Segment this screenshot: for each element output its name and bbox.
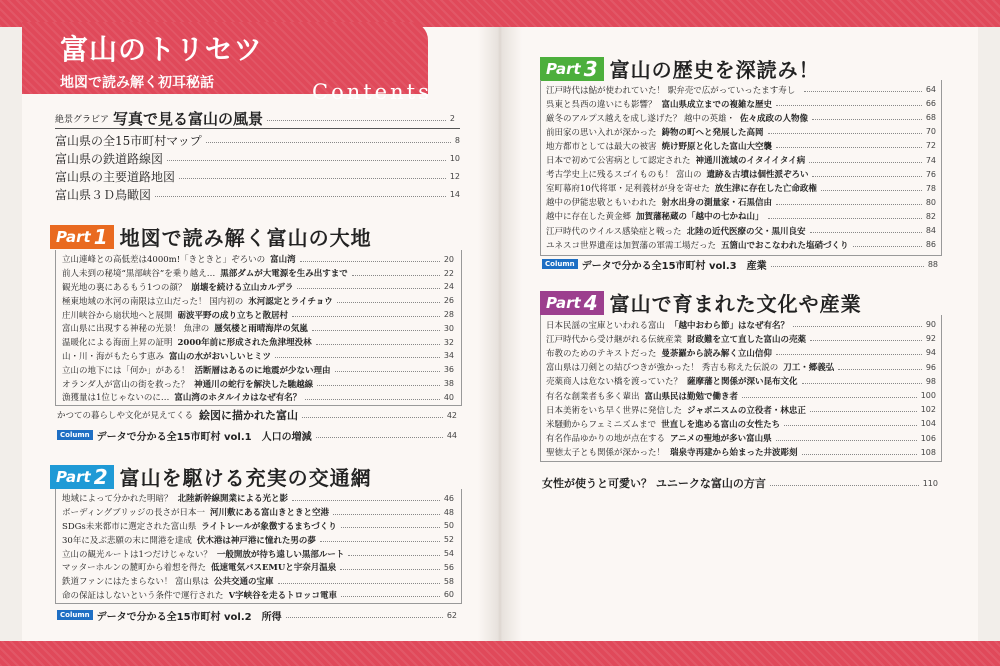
toc-title: 伏木港は神戸港に憧れた男の夢: [196, 535, 316, 546]
toc-title: 富山県３Ｄ鳥瞰図: [55, 188, 152, 202]
page-number: 92: [925, 334, 936, 344]
leader-dots: [278, 583, 440, 584]
toc-row[interactable]: [55, 150, 460, 167]
part-1-column-row[interactable]: Column データで分かる全15市町村 vol.1 人口の増減 44: [57, 428, 457, 442]
toc-title: 低速電気バスEMUと宇奈月温泉: [210, 563, 337, 574]
leader-dots: [316, 344, 440, 345]
toc-row[interactable]: [546, 182, 936, 195]
toc-lead: 聖徳太子とも関係が深かった！: [546, 448, 666, 459]
toc-lead: 前人未到の秘境“黒部峡谷”を乗り越え…: [62, 269, 216, 280]
column-badge: Column: [57, 430, 93, 440]
toc-row[interactable]: [62, 520, 454, 533]
toc-row[interactable]: [62, 350, 454, 363]
gravure-label: 絶景グラビア: [55, 114, 110, 125]
toc-lead: 温暖化による海面上昇の証明: [62, 338, 173, 349]
toc-title: 活断層はあるのに地震が少ない理由: [194, 365, 331, 376]
toc-title: 北陸新幹線開業による光と影: [177, 494, 289, 505]
toc-title: ジャポニスムの立役者・林忠正: [687, 405, 806, 416]
toc-lead: 室町幕府10代将軍・足利義材が身を寄せた: [546, 184, 710, 195]
toc-title: 河川敷にある富山きときと空港: [209, 508, 329, 519]
page-number: 28: [443, 310, 454, 320]
toc-row[interactable]: [55, 186, 460, 203]
page-number: 40: [443, 392, 454, 402]
toc-row[interactable]: [546, 154, 936, 167]
page-number: 108: [920, 447, 936, 457]
part-1-title: 地図で読み解く富山の大地: [119, 226, 372, 250]
page-number: 46: [443, 493, 454, 503]
leader-dots: [333, 514, 440, 515]
toc-row[interactable]: [62, 391, 454, 404]
toc-title: 氷河認定とライチョウ: [248, 296, 333, 307]
page-number: 58: [443, 576, 454, 586]
leader-dots: [810, 340, 922, 341]
toc-row[interactable]: [62, 547, 454, 560]
toc-lead: 日本民謡の宝庫といわれる富山: [546, 320, 666, 331]
toc-title: 神通川の蛇行を解決した馳越線: [194, 379, 314, 390]
toc-lead: 立山の地下には「何か」がある！: [62, 365, 190, 376]
toc-row[interactable]: [62, 308, 454, 321]
toc-row[interactable]: [55, 132, 460, 149]
toc-title: V字峡谷を走るトロッコ電車: [228, 590, 337, 601]
page-number: 56: [443, 562, 454, 572]
toc-title: 遺跡＆古墳は個性派ぞろい: [706, 170, 809, 181]
page-number: 80: [925, 197, 936, 207]
toc-row[interactable]: [546, 125, 936, 138]
toc-row[interactable]: [546, 318, 936, 331]
toc-row[interactable]: [546, 210, 936, 223]
toc-lead: 観光地の裏にあるもう1つの顔？: [62, 282, 187, 293]
toc-title: 鋳物の町へと発展した高岡: [661, 127, 764, 138]
toc-row[interactable]: [62, 253, 454, 266]
toc-title: 富山湾のホタルイカはなぜ有名？: [174, 393, 302, 404]
toc-lead: 日本で初めて公害病として認定された: [546, 156, 691, 167]
toc-row[interactable]: [546, 361, 936, 374]
toc-lead: 江戸時代は鮎が使われていた！ 駅弁売で広がっていったます寿し: [546, 85, 796, 96]
page-number: 52: [443, 535, 454, 545]
toc-lead: 富山県に出現する神秘の光景！ 魚津の: [62, 324, 210, 335]
page-number: 12: [449, 172, 460, 181]
leader-dots: [341, 596, 440, 597]
toc-row[interactable]: [546, 168, 936, 181]
leader-dots: [317, 385, 440, 386]
page-number: 96: [925, 362, 936, 372]
page-number: 70: [925, 127, 936, 137]
toc-title: 曼荼羅から読み解く立山信仰: [661, 348, 772, 359]
gravure-row[interactable]: [55, 108, 455, 128]
leader-dots: [340, 569, 440, 570]
leader-dots: [352, 275, 440, 276]
leader-dots: [776, 440, 917, 441]
page-number: 94: [925, 348, 936, 358]
toc-row[interactable]: [62, 294, 454, 307]
leader-dots: [312, 330, 440, 331]
toc-lead: 江戸時代から受け継がれる伝統産業: [546, 334, 683, 345]
toc-row[interactable]: [546, 97, 936, 110]
toc-title: 放生津に存在した亡命政権: [714, 184, 817, 195]
toc-row[interactable]: [546, 446, 936, 459]
toc-lead: オランダ人が富山の街を救った？: [62, 379, 190, 390]
toc-title: 射水出身の測量家・石黒信由: [661, 198, 773, 209]
page-number: 26: [443, 296, 454, 306]
part-1-heading: [50, 222, 372, 251]
toc-lead: 地域によって分かれた明暗？: [62, 494, 173, 505]
page-number: 64: [925, 85, 936, 95]
leader-dots: [206, 142, 451, 143]
toc-row[interactable]: [62, 281, 454, 294]
book-spine: [478, 27, 522, 641]
part-3-badge: Part 3: [540, 57, 604, 81]
part-4-extra-row[interactable]: 女性が使うと可愛い？ ユニークな富山の方言 110: [542, 477, 938, 490]
leader-dots: [292, 316, 440, 317]
toc-lead: 日本美術をいち早く世界に発信した: [546, 405, 683, 416]
toc-lead: 30年に及ぶ悲願の末に開港を達成: [62, 535, 192, 546]
toc-title: 崩壊を続ける立山カルデラ: [191, 282, 294, 293]
page-number: 8: [454, 136, 460, 145]
toc-lead: 命の保証はしないという条件で運行された: [62, 590, 224, 601]
page-number: 34: [443, 351, 454, 361]
part-2-column-row[interactable]: Column データで分かる全15市町村 vol.2 所得 62: [57, 608, 457, 622]
toc-row[interactable]: [55, 168, 460, 185]
bottom-band: [0, 641, 1000, 666]
toc-lead: 江戸時代のウイルス感染症と戦った: [546, 226, 682, 237]
toc-row[interactable]: [62, 336, 454, 349]
leader-dots: [768, 218, 922, 219]
toc-title: 「越中おわら節」はなぜ有名？: [670, 320, 790, 331]
toc-lead: 布教のためのテキストだった: [546, 348, 657, 359]
page-number: 102: [920, 405, 936, 415]
leader-dots: [776, 147, 922, 148]
toc-row[interactable]: [62, 377, 454, 390]
toc-title: 富山県の主要道路地図: [55, 170, 176, 184]
toc-title: 刀工・郷義弘: [783, 363, 835, 374]
page-number: 98: [925, 376, 936, 386]
toc-lead: 越中に存在した黄金郷: [546, 212, 632, 223]
book-title: 富山のトリセツ: [60, 33, 263, 66]
leader-dots: [167, 160, 446, 161]
toc-title: 2000年前に形成された魚津埋没林: [177, 338, 312, 349]
toc-row[interactable]: [546, 139, 936, 152]
toc-lead: 鉄道ファンにはたまらない！ 富山県は: [62, 577, 210, 588]
page-number: 38: [443, 379, 454, 389]
page-number: 106: [920, 433, 936, 443]
part-4-title: 富山で育まれた文化や産業: [609, 292, 862, 316]
toc-row[interactable]: [62, 575, 454, 588]
toc-lead: 立山連峰との高低差は4000m!「きときと」ぞろいの: [62, 255, 266, 266]
page-number: 22: [443, 268, 454, 278]
divider: [55, 128, 460, 129]
leader-dots: [348, 555, 439, 556]
toc-lead: マッターホルンの麓町から着想を得た: [62, 563, 206, 574]
toc-row[interactable]: [62, 322, 454, 335]
leader-dots: [335, 371, 440, 372]
leader-dots: [305, 399, 440, 400]
part-2-badge: Part 2: [50, 465, 114, 489]
toc-row[interactable]: [62, 363, 454, 376]
page-number: 10: [449, 154, 460, 163]
toc-row[interactable]: [62, 533, 454, 546]
page-number: 82: [925, 211, 936, 221]
leader-dots: [155, 196, 446, 197]
leader-dots: [300, 261, 440, 262]
toc-title: 佐々成政の人物像: [740, 113, 809, 124]
toc-title: 富山県の鉄道路線図: [55, 152, 164, 166]
toc-title: 瑞泉寺再建から始まった井波彫刻: [670, 448, 798, 459]
page-number: 84: [925, 226, 936, 236]
toc-row[interactable]: [62, 589, 454, 602]
toc-title: 財政難を立て直した富山の売薬: [687, 334, 807, 345]
page-number: 104: [920, 419, 936, 429]
page-number: 30: [443, 323, 454, 333]
part-4-heading: [540, 288, 862, 317]
page-number: 90: [925, 320, 936, 330]
toc-row[interactable]: [546, 403, 936, 416]
toc-lead: 山・川・海がもたらす恵み: [62, 351, 165, 362]
toc-lead: 厳冬のアルプス越えを成し遂げた？ 越中の英雄・: [546, 113, 736, 124]
page-number: 36: [443, 365, 454, 375]
column-badge: Column: [57, 610, 93, 620]
leader-dots: [267, 120, 446, 121]
leader-dots: [297, 288, 439, 289]
part-3-title: 富山の歴史を深読み！: [609, 58, 820, 82]
toc-title: 焼け野原と化した富山大空襲: [661, 141, 773, 152]
toc-row[interactable]: [546, 375, 936, 388]
leader-dots: [853, 246, 922, 247]
page-number: 14: [449, 190, 460, 199]
page-number: 60: [443, 590, 454, 600]
leader-dots: [776, 204, 922, 205]
part-2-heading: [50, 462, 372, 491]
page-number: 86: [925, 240, 936, 250]
toc-lead: 地方都市としては最大の被害: [546, 141, 657, 152]
toc-row[interactable]: [546, 83, 936, 96]
page-number: 24: [443, 282, 454, 292]
toc-row[interactable]: [546, 111, 936, 124]
toc-lead: 立山の観光ルートは1つだけじゃない？: [62, 549, 212, 560]
toc-title: 蜃気楼と雨晴海岸の気嵐: [214, 324, 308, 335]
toc-lead: ボーディングブリッジの長さが日本一: [62, 508, 205, 519]
leader-dots: [341, 527, 440, 528]
toc-title: 公共交通の宝庫: [214, 577, 274, 588]
page-number: 78: [925, 183, 936, 193]
leader-dots: [776, 354, 922, 355]
leader-dots: [742, 397, 917, 398]
part-3-heading: [540, 54, 820, 83]
toc-lead: 売薬商人は危ない橋を渡っていた？: [546, 377, 683, 388]
leader-dots: [809, 162, 922, 163]
part-2-title: 富山を駆ける充実の交通網: [119, 466, 372, 490]
toc-lead: ユネスコ世界遺産は加賀藩の軍需工場だった: [546, 240, 717, 251]
page-number: 20: [443, 254, 454, 264]
toc-row[interactable]: [546, 389, 936, 402]
part-1-badge: Part 1: [50, 225, 114, 249]
page-number: 72: [925, 141, 936, 151]
leader-dots: [275, 357, 440, 358]
leader-dots: [810, 411, 917, 412]
contents-header: [22, 22, 432, 104]
page-number: 68: [925, 113, 936, 123]
leader-dots: [337, 302, 440, 303]
toc-row[interactable]: [62, 267, 454, 280]
toc-title: 富山の水がおいしいヒミツ: [169, 351, 272, 362]
toc-lead: 有名作品ゆかりの地が点在する: [546, 434, 666, 445]
toc-title: 加賀藩秘蔵の「越中の七かね山」: [636, 212, 764, 223]
toc-title: 富山県の全15市町村マップ: [55, 134, 202, 148]
toc-lead: 極東地域の氷河の南限は立山だった！ 国内初の: [62, 296, 244, 307]
leader-dots: [179, 178, 446, 179]
leader-dots: [802, 383, 922, 384]
toc-row[interactable]: [546, 238, 936, 251]
leader-dots: [776, 105, 922, 106]
toc-lead: 有名な創業者も多く輩出: [546, 391, 640, 402]
leader-dots: [821, 190, 922, 191]
book-subtitle: 地図で読み解く初耳秘話: [60, 75, 214, 91]
page-number: 2: [449, 113, 455, 123]
toc-lead: 越中の伊能忠敬ともいわれた: [546, 198, 657, 209]
toc-title: 北陸の近代医療の父・黒川良安: [686, 226, 806, 237]
toc-title: 薩摩藩と関係が深い昆布文化: [687, 377, 798, 388]
leader-dots: [784, 425, 917, 426]
page-number: 50: [443, 521, 454, 531]
toc-lead: 米騒動からフェミニズムまで: [546, 419, 657, 430]
part-1-extra-row[interactable]: かつての暮らしや文化が見えてくる 絵図に描かれた富山 42: [57, 409, 457, 422]
toc-lead: SDGs未来都市に選定された富山県: [62, 521, 197, 532]
column-badge: Column: [542, 259, 578, 269]
toc-row[interactable]: [62, 561, 454, 574]
toc-row[interactable]: [546, 196, 936, 209]
leader-dots: [812, 119, 922, 120]
toc-lead: 庄川峡谷から扇状地へと展開: [62, 310, 173, 321]
toc-row[interactable]: [546, 346, 936, 359]
toc-row[interactable]: [546, 432, 936, 445]
toc-title: アニメの聖地が多い富山県: [670, 434, 772, 445]
toc-row[interactable]: [546, 224, 936, 237]
toc-title: 一般開放が待ち遠しい黒部ルート: [216, 549, 345, 560]
leader-dots: [292, 500, 440, 501]
leader-dots: [768, 133, 922, 134]
page-number: 66: [925, 99, 936, 109]
page-number: 100: [920, 391, 936, 401]
part-4-badge: Part 4: [540, 291, 604, 315]
contents-label: Contents: [312, 80, 432, 104]
toc-title: 砺波平野の成り立ちと散居村: [177, 310, 289, 321]
toc-lead: 富山県は刀剣との結びつきが強かった！ 秀吉も称えた伝説の: [546, 363, 779, 374]
toc-row[interactable]: [546, 417, 936, 430]
toc-lead: 漁獲量は1位じゃないのに…: [62, 393, 170, 404]
part-3-column-row[interactable]: Column データで分かる全15市町村 vol.3 産業 88: [542, 257, 938, 271]
leader-dots: [320, 541, 440, 542]
toc-title: 世直しを進める富山の女性たち: [661, 419, 781, 430]
page-number: 76: [925, 169, 936, 179]
page-number: 48: [443, 507, 454, 517]
page-number: 54: [443, 549, 454, 559]
page-number: 32: [443, 337, 454, 347]
toc-title: 富山県成立までの複雑な歴史: [661, 99, 773, 110]
leader-dots: [810, 232, 922, 233]
toc-title: 富山県民は勤勉で働き者: [644, 391, 739, 402]
gravure-title: 写真で見る富山の風景: [113, 109, 264, 128]
leader-dots: [793, 326, 922, 327]
leader-dots: [838, 369, 922, 370]
toc-row[interactable]: [546, 332, 936, 345]
toc-lead: 考古学史上に残るスゴイものも！ 富山の: [546, 170, 702, 181]
toc-title: 黒部ダムが大電源を生み出すまで: [220, 269, 348, 280]
leader-dots: [804, 91, 922, 92]
toc-row[interactable]: [62, 506, 454, 519]
toc-title: ライトレールが象徴するまちづくり: [201, 521, 337, 532]
leader-dots: [802, 454, 917, 455]
toc-row[interactable]: [62, 492, 454, 505]
page-number: 74: [925, 155, 936, 165]
leader-dots: [812, 176, 921, 177]
toc-title: 神通川流域のイタイイタイ病: [695, 156, 806, 167]
toc-title: 五箇山でおこなわれた塩硝づくり: [721, 240, 849, 251]
toc-lead: 呉東と呉西の違いにも影響？: [546, 99, 657, 110]
toc-title: 富山湾: [270, 255, 296, 266]
toc-lead: 前田家の思い入れが深かった: [546, 127, 657, 138]
